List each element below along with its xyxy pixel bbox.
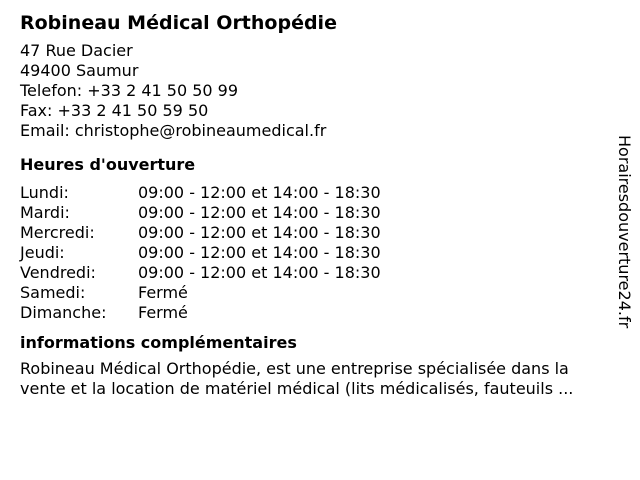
hours-row-tuesday bbox=[20, 203, 616, 223]
site-watermark: Horairesdouverture24.fr bbox=[615, 135, 634, 329]
day-label: Samedi: bbox=[20, 283, 86, 302]
hours-row-sunday bbox=[20, 303, 616, 323]
day-hours: Fermé bbox=[138, 283, 188, 302]
business-card bbox=[20, 10, 616, 399]
day-hours: 09:00 - 12:00 et 14:00 - 18:30 bbox=[138, 223, 381, 242]
hours-row-wednesday bbox=[20, 223, 616, 243]
address-city: 49400 Saumur bbox=[20, 61, 139, 80]
day-label: Vendredi: bbox=[20, 263, 96, 282]
hours-row-thursday bbox=[20, 243, 616, 263]
contact-block bbox=[20, 41, 616, 141]
address-street: 47 Rue Dacier bbox=[20, 41, 133, 60]
day-label: Dimanche: bbox=[20, 303, 107, 322]
info-line: vente et la location de matériel médical (lits médicalisés, fauteuils ... bbox=[20, 379, 574, 398]
day-label: Mercredi: bbox=[20, 223, 95, 242]
hours-row-friday bbox=[20, 263, 616, 283]
day-label: Lundi: bbox=[20, 183, 69, 202]
day-label: Jeudi: bbox=[20, 243, 65, 262]
info-heading: informations complémentaires bbox=[20, 333, 297, 352]
email-address: Email: christophe@robineaumedical.fr bbox=[20, 121, 327, 140]
hours-row-saturday bbox=[20, 283, 616, 303]
hours-row-monday bbox=[20, 183, 616, 203]
business-name: Robineau Médical Orthopédie bbox=[20, 12, 337, 34]
phone-number: Telefon: +33 2 41 50 50 99 bbox=[20, 81, 239, 100]
info-line: Robineau Médical Orthopédie, est une entreprise spécialisée dans la bbox=[20, 359, 569, 378]
info-description bbox=[20, 359, 616, 399]
hours-heading: Heures d'ouverture bbox=[20, 155, 196, 174]
day-hours: 09:00 - 12:00 et 14:00 - 18:30 bbox=[138, 203, 381, 222]
hours-table bbox=[20, 183, 616, 323]
day-hours: 09:00 - 12:00 et 14:00 - 18:30 bbox=[138, 243, 381, 262]
day-hours: Fermé bbox=[138, 303, 188, 322]
day-label: Mardi: bbox=[20, 203, 70, 222]
day-hours: 09:00 - 12:00 et 14:00 - 18:30 bbox=[138, 263, 381, 282]
day-hours: 09:00 - 12:00 et 14:00 - 18:30 bbox=[138, 183, 381, 202]
fax-number: Fax: +33 2 41 50 59 50 bbox=[20, 101, 209, 120]
